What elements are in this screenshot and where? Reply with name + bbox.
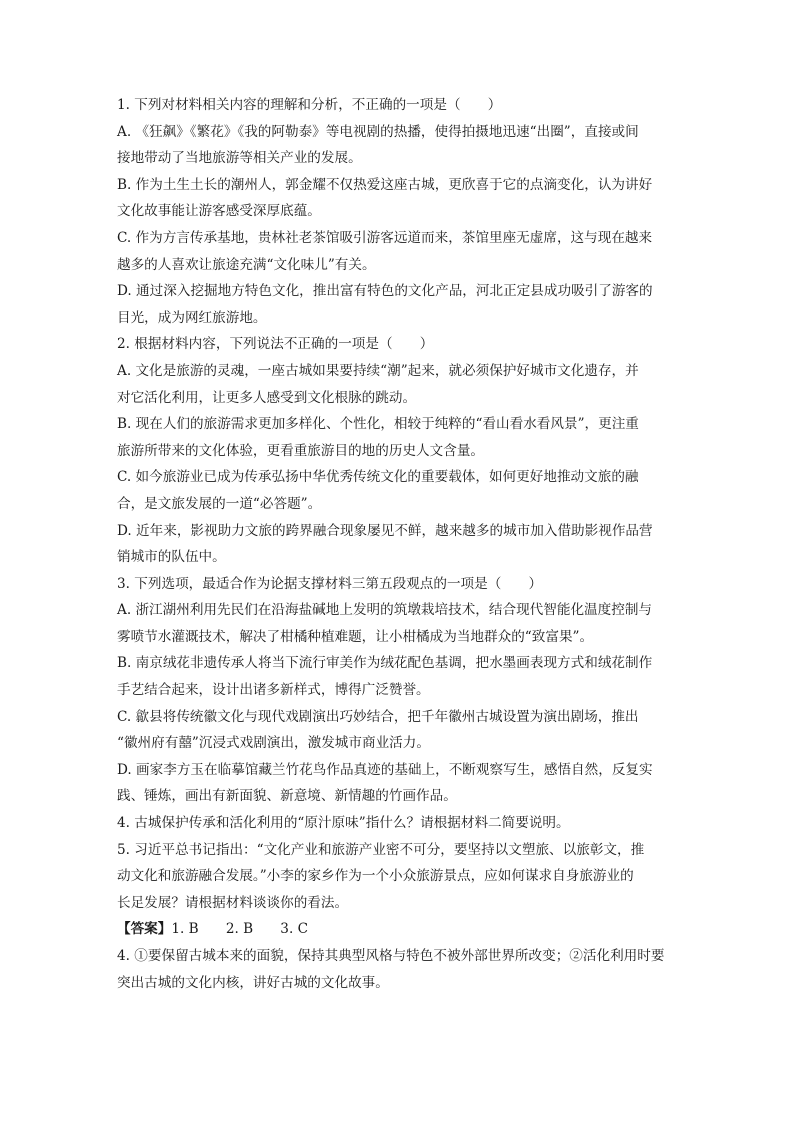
text-line: C. 作为方言传承基地，贵林社老茶馆吸引游客远道而来，茶馆里座无虚席，这与现在越来	[117, 229, 653, 246]
text-line: 旅游所带来的文化体验，更看重旅游目的地的历史人文含量。	[117, 442, 485, 459]
text-line: 合，是文旅发展的一道“必答题”。	[117, 495, 322, 512]
text-line: D. 通过深入挖掘地方特色文化，推出富有特色的文化产品，河北正定县成功吸引了游客的	[117, 283, 653, 300]
text-line: C. 如今旅游业已成为传承弘扬中华优秀传统文化的重要载体，如何更好地推动文旅的融	[117, 469, 639, 486]
text-line: 2. 根据材料内容，下列说法不正确的一项是（ ）	[117, 336, 434, 353]
answer-line	[117, 916, 677, 943]
text-line: 越多的人喜欢让旅途充满“文化味儿”有关。	[117, 256, 376, 273]
text-line: D. 画家李方玉在临摹馆藏兰竹花鸟作品真迹的基础上，不断观察写生，感悟自然，反复实	[117, 761, 653, 778]
text-line: 长足发展？请根据材料谈谈你的看法。	[117, 894, 349, 911]
answer-text-line: 突出古城的文化内核，讲好古城的文化故事。	[117, 974, 389, 991]
text-line: A. 浙江湖州利用先民们在沿海盐碱地上发明的筑墩栽培技术，结合现代智能化温度控制与	[117, 602, 653, 619]
text-line: 目光，成为网红旅游地。	[117, 309, 267, 326]
text-line: 5. 习近平总书记指出：“文化产业和旅游产业密不可分，要坚持以文塑旅、以旅彰文，推	[117, 841, 645, 858]
text-line: 雾喷节水灌溉技术，解决了柑橘种植难题，让小柑橘成为当地群众的“致富果”。	[117, 628, 594, 645]
text-line: A. 《狂飙》《繁花》《我的阿勒泰》等电视剧的热播，使得拍摄地迅速“出圈”，直接或间	[117, 123, 639, 140]
text-line: 对它活化利用，让更多人感受到文化根脉的跳动。	[117, 389, 417, 406]
text-line: 1. 下列对材料相关内容的理解和分析，不正确的一项是（ ）	[117, 97, 502, 113]
text-line: 文化故事能让游客感受深厚底蕴。	[117, 203, 321, 220]
text-line: 践、锤炼，画出有新面貌、新意境、新情趣的竹画作品。	[117, 788, 457, 805]
text-line: A. 文化是旅游的灵魂，一座古城如果要持续“潮”起来，就必须保护好城市文化遗存，并	[117, 362, 639, 379]
question-text	[117, 92, 677, 916]
text-line: 动文化和旅游融合发展。”小李的家乡作为一个小众旅游景点，应如何谋求自身旅游业的	[117, 868, 634, 885]
text-line: D. 近年来，影视助力文旅的跨界融合现象屡见不鲜，越来越多的城市加入借助影视作品营	[117, 522, 653, 539]
text-line: 3. 下列选项，最适合作为论据支撑材料三第五段观点的一项是（ ）	[117, 575, 543, 592]
answer-label: 【答案】	[117, 921, 172, 938]
text-line: B. 现在人们的旅游需求更加多样化、个性化，相较于纯粹的“看山看水看风景”，更注重	[117, 416, 639, 433]
text-line: B. 作为土生土长的潮州人，郭金耀不仅热爱这座古城，更欣喜于它的点滴变化，认为讲好	[117, 176, 653, 193]
document-page	[117, 92, 677, 996]
text-line: 销城市的队伍中。	[117, 549, 226, 566]
text-line: C. 歙县将传统徽文化与现代戏剧演出巧妙结合，把千年徽州古城设置为演出剧场，推出	[117, 708, 639, 725]
text-line: 4. 古城保护传承和活化利用的“原汁原味”指什么？请根据材料二简要说明。	[117, 815, 570, 832]
text-line: “徽州府有囍”沉浸式戏剧演出，激发城市商业活力。	[117, 735, 430, 752]
answer-text-line: 4. ①要保留古城本来的面貌，保持其典型风格与特色不被外部世界所改变；②活化利用时要	[117, 948, 665, 964]
answer-values: 1. B 2. B 3. C	[171, 921, 309, 938]
answer-text	[117, 943, 677, 996]
text-line: 手艺结合起来，设计出诸多新样式，博得广泛赞誉。	[117, 682, 430, 699]
text-line: 接地带动了当地旅游等相关产业的发展。	[117, 150, 362, 167]
text-line: B. 南京绒花非遗传承人将当下流行审美作为绒花配色基调，把水墨画表现方式和绒花制作	[117, 655, 653, 672]
